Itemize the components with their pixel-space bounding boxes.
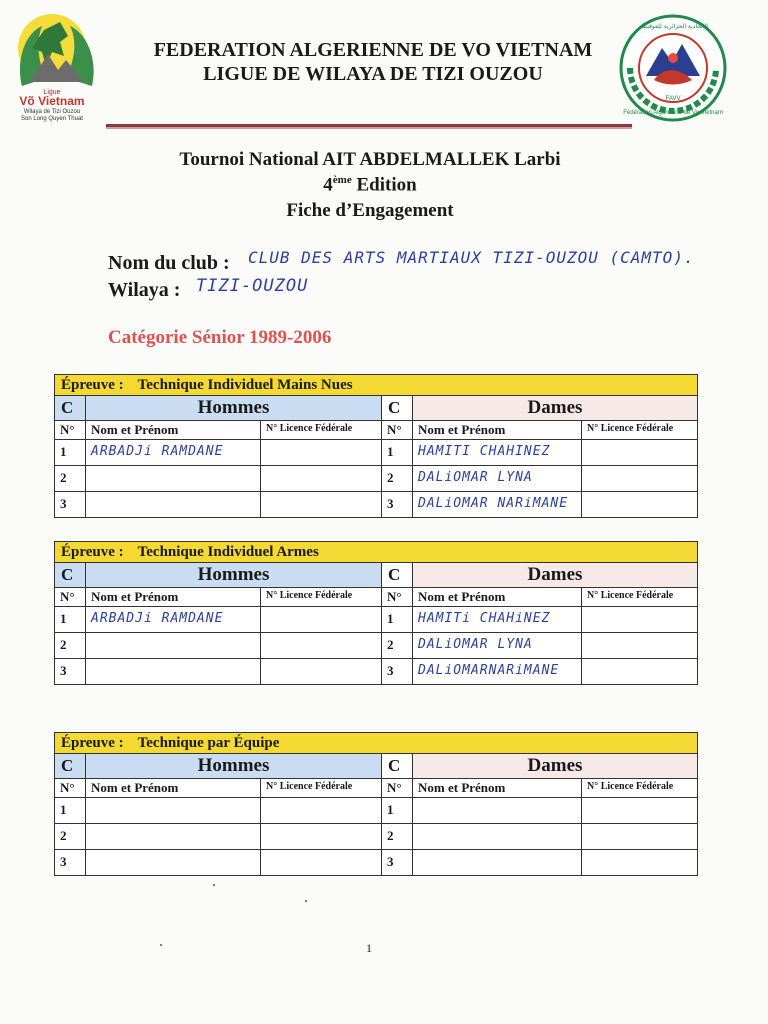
hommes-header: Hommes [86, 396, 382, 420]
federation-title: FEDERATION ALGERIENNE DE VO VIETNAM [153, 39, 593, 61]
column-c-dames: C [382, 754, 413, 778]
homme-licence [261, 659, 382, 684]
row-number: 2 [382, 633, 413, 658]
column-number: N° [55, 588, 86, 606]
column-number: N° [382, 779, 413, 797]
dame-name: DALiOMAR LYNA [413, 466, 582, 491]
row-number: 3 [55, 659, 86, 684]
table-row [55, 798, 697, 824]
row-number: 1 [382, 607, 413, 632]
page-number: 1 [366, 941, 372, 955]
homme-name [86, 659, 261, 684]
column-c-hommes: C [55, 563, 86, 587]
edition: 4ème Edition [323, 174, 417, 196]
dame-licence [582, 659, 697, 684]
homme-licence [261, 607, 382, 632]
column-number: N° [382, 421, 413, 439]
header-divider [106, 124, 632, 127]
row-number: 1 [55, 440, 86, 465]
hommes-header: Hommes [86, 754, 382, 778]
column-c-hommes: C [55, 396, 86, 420]
homme-name [86, 824, 261, 849]
dame-name: HAMITI CHAHINEZ [413, 440, 582, 465]
column-licence: N° Licence Fédérale [587, 423, 674, 434]
homme-name [86, 492, 261, 517]
table-row [55, 659, 697, 684]
form-title: Fiche d’Engagement [286, 200, 454, 221]
dame-licence [582, 607, 697, 632]
row-number: 1 [382, 440, 413, 465]
dame-licence [582, 633, 697, 658]
row-number: 1 [55, 798, 86, 823]
row-number: 2 [55, 824, 86, 849]
scan-speck [305, 900, 307, 902]
homme-licence [261, 824, 382, 849]
epreuve-title: Épreuve : Technique par Équipe [55, 733, 697, 754]
homme-licence [261, 850, 382, 875]
dame-name: DALiOMAR NARiMANE [413, 492, 582, 517]
epreuve-table [54, 374, 698, 518]
table-row [55, 440, 697, 466]
ligue-title: LIGUE DE WILAYA DE TIZI OUZOU [203, 63, 543, 85]
dame-licence [582, 798, 697, 823]
column-c-hommes: C [55, 754, 86, 778]
category-heading: Catégorie Sénior 1989-2006 [108, 327, 332, 348]
svg-text:Fédération Algérienne de Vo-Vi: Fédération Algérienne de Vo-Vietnam [623, 110, 723, 116]
column-number: N° [382, 588, 413, 606]
dames-header: Dames [413, 754, 697, 778]
dame-name [413, 850, 582, 875]
row-number: 2 [382, 466, 413, 491]
row-number: 3 [382, 492, 413, 517]
svg-text:Võ Vietnam: Võ Vietnam [19, 94, 85, 108]
wilaya-value: TIZI-OUZOU [196, 276, 309, 296]
homme-licence [261, 466, 382, 491]
dame-name: HAMITi CHAHiNEZ [413, 607, 582, 632]
row-number: 2 [55, 633, 86, 658]
svg-text:Wilaya de Tizi Ouzou: Wilaya de Tizi Ouzou [23, 109, 81, 115]
column-nom: Nom et Prénom [86, 421, 261, 439]
table-row [55, 607, 697, 633]
dame-licence [582, 440, 697, 465]
row-number: 3 [382, 659, 413, 684]
club-name-label: Nom du club : [108, 252, 230, 274]
homme-licence [261, 798, 382, 823]
svg-text:Ligue: Ligue [43, 89, 61, 96]
scan-speck [160, 944, 162, 946]
ligue-logo [8, 12, 106, 124]
epreuve-table [54, 732, 698, 876]
column-c-dames: C [382, 396, 413, 420]
column-licence: N° Licence Fédérale [261, 779, 382, 797]
dame-licence [582, 492, 697, 517]
homme-name [86, 466, 261, 491]
wilaya-label: Wilaya : [108, 279, 181, 301]
row-number: 3 [55, 850, 86, 875]
homme-licence [261, 633, 382, 658]
dame-name [413, 824, 582, 849]
table-row [55, 492, 697, 517]
row-number: 2 [55, 466, 86, 491]
table-row [55, 633, 697, 659]
svg-text:FAVV: FAVV [665, 96, 681, 102]
row-number: 3 [382, 850, 413, 875]
column-number: N° [55, 779, 86, 797]
column-nom: Nom et Prénom [86, 779, 261, 797]
homme-name [86, 850, 261, 875]
dames-header: Dames [413, 396, 697, 420]
homme-name [86, 633, 261, 658]
dames-header: Dames [413, 563, 697, 587]
row-number: 3 [55, 492, 86, 517]
column-number: N° [55, 421, 86, 439]
dame-name: DALiOMARNARiMANE [413, 659, 582, 684]
column-licence: N° Licence Fédérale [587, 590, 674, 601]
table-row [55, 850, 697, 875]
row-number: 1 [382, 798, 413, 823]
homme-licence [261, 440, 382, 465]
svg-text:Son Long Quyen Thuat: Son Long Quyen Thuat [21, 116, 83, 122]
scan-speck [213, 884, 215, 886]
column-nom: Nom et Prénom [413, 588, 582, 606]
homme-name: ARBADJi RAMDANE [86, 607, 261, 632]
column-nom: Nom et Prénom [413, 421, 582, 439]
dame-name: DALiOMAR LYNA [413, 633, 582, 658]
dame-licence [582, 466, 697, 491]
column-nom: Nom et Prénom [86, 588, 261, 606]
club-name-value: CLUB DES ARTS MARTIAUX TIZI-OUZOU (CAMTO). [248, 248, 695, 267]
dame-licence [582, 824, 697, 849]
column-licence: N° Licence Fédérale [261, 421, 382, 439]
homme-name [86, 798, 261, 823]
row-number: 1 [55, 607, 86, 632]
table-row [55, 824, 697, 850]
epreuve-table [54, 541, 698, 685]
dame-name [413, 798, 582, 823]
row-number: 2 [382, 824, 413, 849]
hommes-header: Hommes [86, 563, 382, 587]
epreuve-title: Épreuve : Technique Individuel Mains Nues [55, 375, 697, 396]
column-licence: N° Licence Fédérale [587, 781, 674, 792]
column-nom: Nom et Prénom [413, 779, 582, 797]
epreuve-title: Épreuve : Technique Individuel Armes [55, 542, 697, 563]
dame-licence [582, 850, 697, 875]
table-row [55, 466, 697, 492]
tournament-title: Tournoi National AIT ABDELMALLEK Larbi [179, 149, 561, 170]
column-licence: N° Licence Fédérale [261, 588, 382, 606]
svg-text:الاتحادية الجزائرية للفوفيتنام: الاتحادية الجزائرية للفوفيتنام [638, 23, 708, 30]
homme-licence [261, 492, 382, 517]
homme-name: ARBADJi RAMDANE [86, 440, 261, 465]
column-c-dames: C [382, 563, 413, 587]
